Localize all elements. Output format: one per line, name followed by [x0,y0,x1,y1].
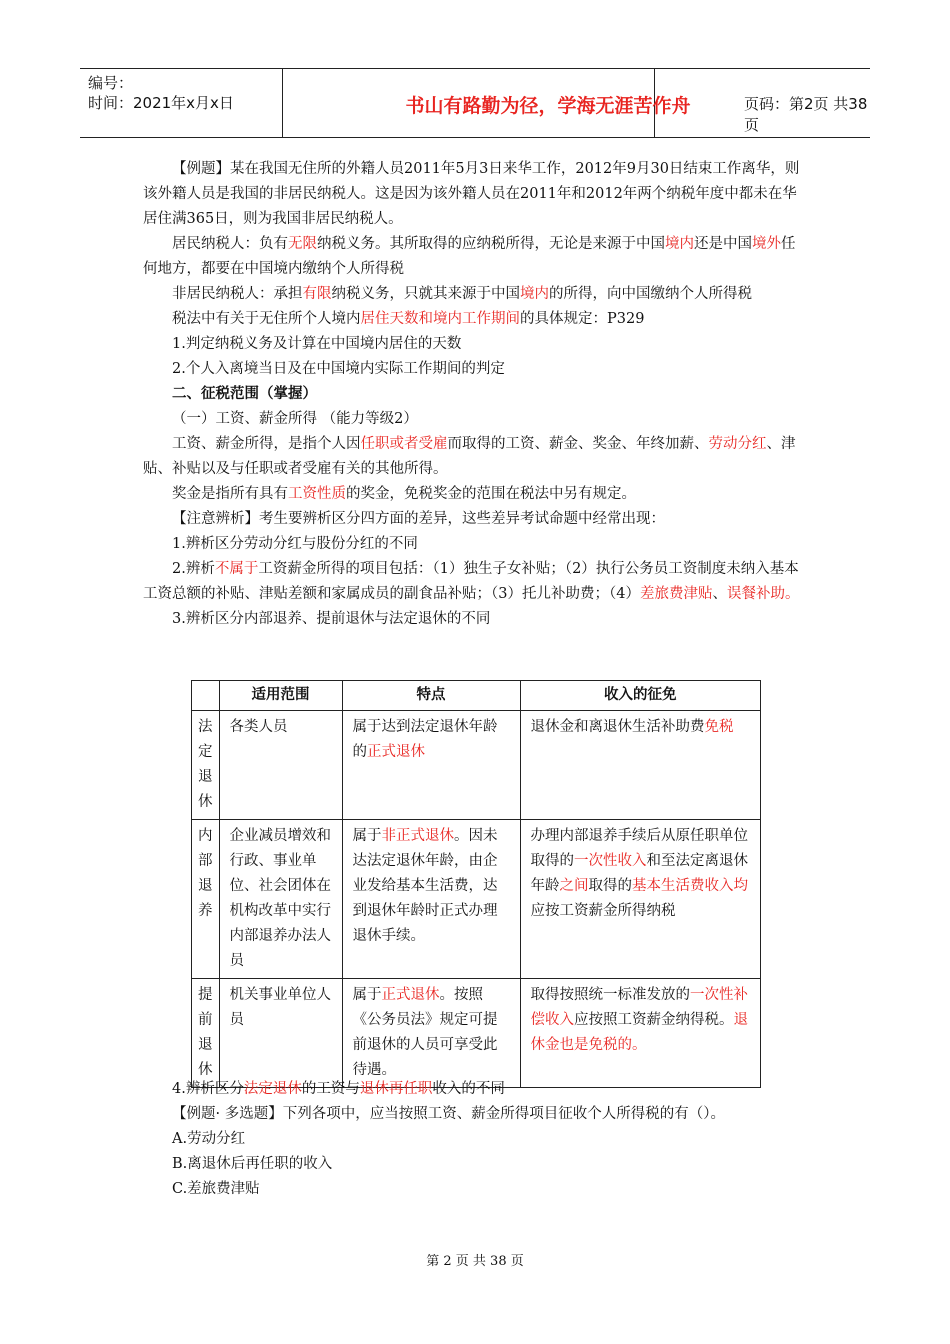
highlight-text: 境外 [752,236,781,252]
feature-cell [342,820,520,979]
text-segment: 工资薪金所得的项目包括：（1）独生子女补贴；（2）执行公务员工资制度未纳入基本工资总额的补贴、津贴差额和家属成员的副食品补贴；（3）托儿补助费；（4） [143,561,799,602]
text-segment: 取得按照统一标准发放的 [530,987,690,1003]
text-segment: 4.辨析区分 [172,1081,244,1097]
highlight-text: 居住天数和境内工作期间 [360,311,520,327]
text-segment: 纳税义务。其所取得的应纳税所得，无论是来源于中国 [317,236,665,252]
table-header: 收入的征免 [520,681,761,711]
text-segment: 办理内部退养手续后从原任职单位取得的 [530,828,748,869]
highlight-text: 境内 [520,286,549,302]
diff-item [143,1077,806,1102]
scope-cell [219,820,342,979]
table-header: 特点 [342,681,520,711]
section-heading: 二、征税范围（掌握） [172,386,317,402]
diff-item: 3.辨析区分内部退养、提前退休与法定退休的不同 [172,611,491,627]
text-segment: 纳税义务，只就其来源于中国 [331,286,520,302]
table-header [192,681,220,711]
highlight-text: 法定退休 [243,1081,302,1097]
rule-item: 2.个人入离境当日及在中国境内实际工作期间的判定 [172,361,505,377]
highlight-text: 正式退休 [367,744,425,760]
table-header: 适用范围 [219,681,342,711]
example-paragraph [143,157,806,232]
highlight-text: 之间 [559,878,589,894]
option-c: C.差旅费津贴 [172,1181,260,1197]
scope-cell [219,979,342,1088]
highlight-text: 无限 [288,236,317,252]
nonresident-paragraph [143,282,806,307]
table-row [192,820,761,979]
retirement-table [191,680,761,1088]
text-segment: 。按照《公务员法》规定可提前退休的人员可享受此待遇。 [352,987,498,1078]
text-segment: 机关事业单位人员 [229,987,331,1028]
text-segment: 【例题】某在我国无住所的外籍人员2011年5月3日来华工作，2012年9月30日结束工作离华，则该外籍人员是我国的非居民纳税人。这是因为该外籍人员在2011年和2012年两个纳税年度中都未在华居住满365日，则为我国非居民纳税人。 [143,161,800,227]
page-header [80,68,870,138]
option-b: B.离退休后再任职的收入 [172,1156,333,1172]
text-segment: 企业减员增效和行政、事业单位、社会团体在机构改革中实行内部退养办法人员 [229,828,331,969]
row-label: 内部退养 [192,820,220,979]
tax-cell [520,820,761,979]
highlight-text: 差旅费津贴 [639,586,713,602]
feature-cell [342,979,520,1088]
highlight-text: 正式退休 [381,987,440,1003]
highlight-text: 不属于 [214,561,259,577]
note-paragraph: 【注意辨析】考生要辨析区分四方面的差异，这些差异考试命题中经常出现： [172,511,665,527]
text-segment: 的工资与 [301,1081,360,1097]
subsection-heading: （一）工资、薪金所得 （能力等级2） [172,411,418,427]
tax-cell [520,979,761,1088]
text-segment: 、津贴、补贴以及与任职或者受雇有关的其他所得。 [143,436,796,477]
highlight-text: 非正式退休 [381,828,454,844]
highlight-text: 退休再任职 [359,1081,433,1097]
highlight-text: 退休金也是免税的。 [530,1012,748,1053]
code-label: 编号： [88,74,134,92]
text-segment: 收入的不同 [432,1081,505,1097]
option-a: A.劳动分红 [172,1131,246,1147]
text-segment: 任何地方，都要在中国境内缴纳个人所得税 [143,236,796,277]
text-segment: 应按照工资薪金纳得税。 [574,1012,734,1028]
highlight-text: 一次性收入 [574,853,647,869]
text-segment: 的奖金，免税奖金的范围在税法中另有规定。 [346,486,636,502]
tax-cell [520,711,761,820]
body-text-after [143,1077,806,1202]
row-label: 法定退休 [192,711,220,820]
resident-paragraph [143,232,806,282]
text-segment: 还是中国 [694,236,752,252]
text-segment: 的所得，向中国缴纳个人所得税 [549,286,752,302]
text-segment: 、 [712,586,727,602]
text-segment: 奖金是指所有具有 [172,486,288,502]
text-segment: 2.辨析 [172,561,215,577]
time-label: 时间：2021年x月x日 [88,94,234,112]
table-header-row [192,681,761,711]
text-segment: 税法中有关于无住所个人境内 [172,311,361,327]
text-segment: 而取得的工资、薪金、奖金、年终加薪、 [447,436,709,452]
rule-item: 1.判定纳税义务及计算在中国境内居住的天数 [172,336,462,352]
text-segment: 非居民纳税人：承担 [172,286,303,302]
highlight-text: 有限 [302,286,332,302]
highlight-text: 任职或者受雇 [360,436,448,452]
row-label: 提前退休 [192,979,220,1088]
highlight-text: 一次性补偿收入 [530,987,748,1028]
highlight-text: 误餐补助。 [726,586,800,602]
highlight-text: 免税 [704,719,734,735]
text-segment: 。因未达法定退休年龄，由企业发给基本生活费，达到退休年龄时正式办理退休手续。 [352,828,498,944]
text-segment: 属于达到法定退休年龄的 [352,719,498,760]
header-motto: 书山有路勤为径，学海无涯苦作舟 [405,95,691,117]
body-text [143,157,806,632]
text-segment: 退休金和离退休生活补助费 [530,719,705,735]
page-info: 页码：第2页 共38页 [744,95,868,134]
text-segment: 工资、薪金所得，是指个人因 [172,436,361,452]
example-question: 【例题· 多选题】下列各项中，应当按照工资、薪金所得项目征收个人所得税的有（）。 [172,1106,725,1122]
table-row [192,979,761,1088]
diff-item [143,557,806,607]
highlight-text: 劳动分红 [708,436,767,452]
text-segment: 和至法定离退休年龄 [530,853,748,894]
header-divider [282,69,283,137]
diff-item: 1.辨析区分劳动分红与股份分红的不同 [172,536,418,552]
rules-paragraph [143,307,806,332]
highlight-text: 基本生活费收入均 [632,878,748,894]
text-segment: 属于 [352,828,382,844]
text-segment: 取得的 [588,878,632,894]
highlight-text: 境内 [665,236,694,252]
text-segment: 属于 [352,987,382,1003]
table-row [192,711,761,820]
text-segment: 居民纳税人：负有 [172,236,288,252]
text-segment: 的具体规定：P329 [520,311,645,327]
page-footer: 第 2 页 共 38 页 [426,1254,524,1269]
highlight-text: 工资性质 [288,486,346,502]
bonus-paragraph [143,482,806,507]
header-meta [88,73,234,113]
salary-paragraph [143,432,806,482]
text-segment: 应按工资薪金所得纳税 [530,903,676,919]
scope-cell [219,711,342,820]
text-segment: 各类人员 [229,719,288,735]
feature-cell [342,711,520,820]
